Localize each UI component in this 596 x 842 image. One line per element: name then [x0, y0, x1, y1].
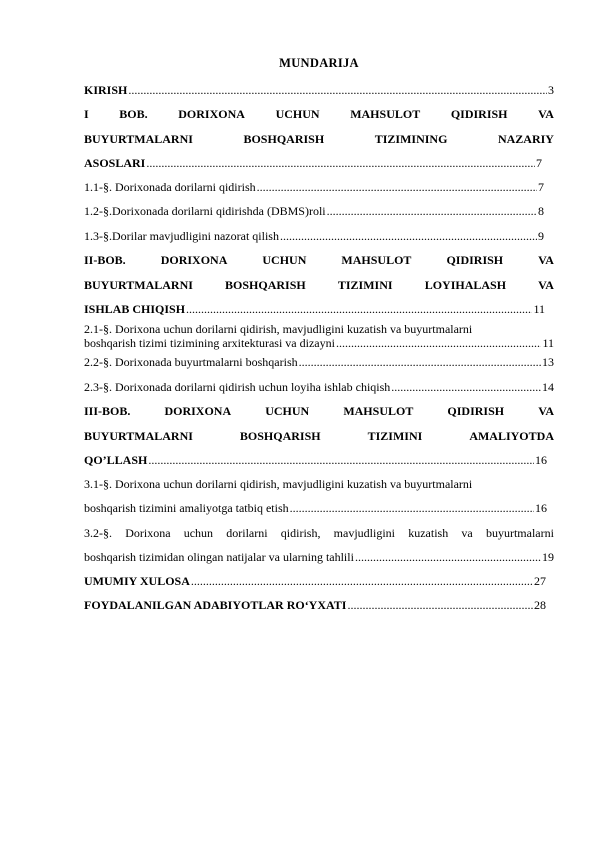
toc-label: boshqarish tizimini amaliyotga tatbiq etish — [84, 501, 289, 515]
page-title: MUNDARIJA — [279, 56, 359, 70]
toc-entry-3-2-line-2 — [84, 546, 554, 568]
word: III-BOB. — [84, 404, 131, 418]
toc-entry-references — [84, 594, 546, 616]
word: DORIXONA — [160, 253, 228, 267]
word: VA — [538, 278, 554, 292]
dot-leader — [280, 225, 537, 247]
toc-page-number: 7 — [536, 156, 542, 170]
toc-chapter-3-line-2 — [84, 425, 554, 447]
dot-leader — [191, 570, 533, 592]
word: II-BOB. — [84, 253, 126, 267]
dot-leader — [186, 298, 532, 320]
toc-label: QO’LLASH — [84, 453, 148, 467]
word: QIDIRISH — [450, 107, 508, 121]
word: UCHUN — [275, 107, 320, 121]
toc-label: boshqarish tizimi tizimining arxitekturasi va dizayni — [84, 336, 335, 350]
toc-entry-2-1 — [84, 322, 554, 350]
word: AMALIYOTDA — [469, 429, 554, 443]
toc-page-number: 3 — [548, 83, 554, 97]
dot-leader — [290, 497, 534, 519]
toc-label: FOYDALANILGAN ADABIYOTLAR RO‘YXATI — [84, 598, 347, 612]
toc-chapter-1-line-3 — [84, 152, 542, 174]
toc-label: 2.2-§. Dorixonada buyurtmalarni boshqarish — [84, 355, 298, 369]
toc-label: UMUMIY XULOSA — [84, 574, 190, 588]
toc-chapter-1-line-2 — [84, 128, 554, 150]
toc-page-number: 14 — [542, 380, 554, 394]
word: VA — [538, 404, 554, 418]
toc-label: 1.1-§. Dorixonada dorilarni qidirish — [84, 180, 256, 194]
word: UCHUN — [262, 253, 307, 267]
word: DORIXONA — [164, 404, 232, 418]
word: buyurtmalarni — [485, 526, 554, 540]
toc-page-number: 16 — [535, 453, 547, 467]
toc-label: 1.3-§.Dorilar mavjudligini nazorat qilish — [84, 229, 279, 243]
word: uchun — [183, 526, 214, 540]
dot-leader — [146, 152, 535, 174]
toc-label-line-1: 2.1-§. Dorixona uchun dorilarni qidirish, mavjudligini kuzatish va buyurtmalarni — [84, 322, 473, 336]
word: mavjudligini — [333, 526, 396, 540]
word: BOSHQARISH — [243, 132, 325, 146]
toc-page-number: 11 — [533, 302, 545, 316]
word: VA — [538, 107, 554, 121]
word: BUYURTMALARNI — [84, 278, 193, 292]
toc-page-number: 8 — [538, 204, 544, 218]
dot-leader — [257, 176, 537, 198]
toc-entry-1-2 — [84, 200, 544, 222]
word: VA — [538, 253, 554, 267]
word: TIZIMINING — [374, 132, 448, 146]
toc-chapter-3-line-1 — [84, 400, 554, 422]
toc-page-number: 13 — [542, 355, 554, 369]
toc-page-number: 11 — [542, 336, 554, 350]
toc-entry-1-3 — [84, 225, 544, 247]
toc-page-number: 7 — [538, 180, 544, 194]
toc-label: boshqarish tizimidan olingan natijalar va ularning tahlili — [84, 550, 354, 564]
toc-label: 1.2-§.Dorixonada dorilarni qidirishda (DBMS)roli — [84, 204, 326, 218]
dot-leader — [336, 336, 541, 350]
toc-page-number: 16 — [535, 501, 547, 515]
word: DORIXONA — [178, 107, 245, 121]
word: BOB. — [119, 107, 148, 121]
toc-chapter-1-line-1 — [84, 103, 554, 125]
toc-page-number: 9 — [538, 229, 544, 243]
word: QIDIRISH — [446, 253, 504, 267]
toc-label: 2.3-§. Dorixonada dorilarni qidirish uchun loyiha ishlab chiqish — [84, 380, 391, 394]
toc-chapter-2-line-1 — [84, 249, 554, 271]
toc-entry-intro — [84, 79, 554, 101]
toc-entry-3-1-line-2 — [84, 497, 547, 519]
toc-chapter-3-line-3 — [84, 449, 547, 471]
toc-page-number: 27 — [534, 574, 546, 588]
toc-entry-3-1-line-1: 3.1-§. Dorixona uchun dorilarni qidirish, mavjudligini kuzatish va buyurtmalarni — [84, 477, 473, 491]
toc-entry-2-3 — [84, 376, 554, 398]
word: TIZIMINI — [337, 278, 393, 292]
word: BOSHQARISH — [225, 278, 306, 292]
word: 3.2-§. — [84, 526, 112, 540]
word: qidirish, — [280, 526, 321, 540]
word: TIZIMINI — [367, 429, 423, 443]
toc-chapter-2-line-2 — [84, 274, 554, 296]
word: MAHSULOT — [350, 107, 421, 121]
dot-leader — [347, 594, 533, 616]
word: BUYURTMALARNI — [84, 429, 193, 443]
toc-entry-2-2 — [84, 351, 554, 373]
word: UCHUN — [265, 404, 310, 418]
dot-leader — [355, 546, 541, 568]
word: LOYIHALASH — [424, 278, 507, 292]
toc-page-number: 19 — [542, 550, 554, 564]
toc-page-number: 28 — [534, 598, 546, 612]
word: va — [461, 526, 473, 540]
toc-entry-1-1 — [84, 176, 544, 198]
word: Dorixona — [125, 526, 171, 540]
dot-leader — [128, 79, 547, 101]
toc-label: ISHLAB CHIQISH — [84, 302, 186, 316]
dot-leader — [299, 351, 541, 373]
toc-entry-conclusion — [84, 570, 546, 592]
word: NAZARIY — [497, 132, 554, 146]
toc-label: ASOSLARI — [84, 156, 146, 170]
dot-leader — [391, 376, 541, 398]
word: BUYURTMALARNI — [84, 132, 193, 146]
word: dorilarni — [226, 526, 268, 540]
dot-leader — [327, 200, 537, 222]
word: MAHSULOT — [343, 404, 414, 418]
dot-leader — [148, 449, 534, 471]
word: BOSHQARISH — [239, 429, 321, 443]
toc-entry-3-2-line-1 — [84, 522, 554, 544]
word: QIDIRISH — [447, 404, 505, 418]
toc-label: KIRISH — [84, 83, 128, 97]
word: I — [84, 107, 89, 121]
word: kuzatish — [408, 526, 449, 540]
toc-chapter-2-line-3 — [84, 298, 545, 320]
toc-label-line-2 — [84, 336, 554, 350]
word: MAHSULOT — [341, 253, 412, 267]
